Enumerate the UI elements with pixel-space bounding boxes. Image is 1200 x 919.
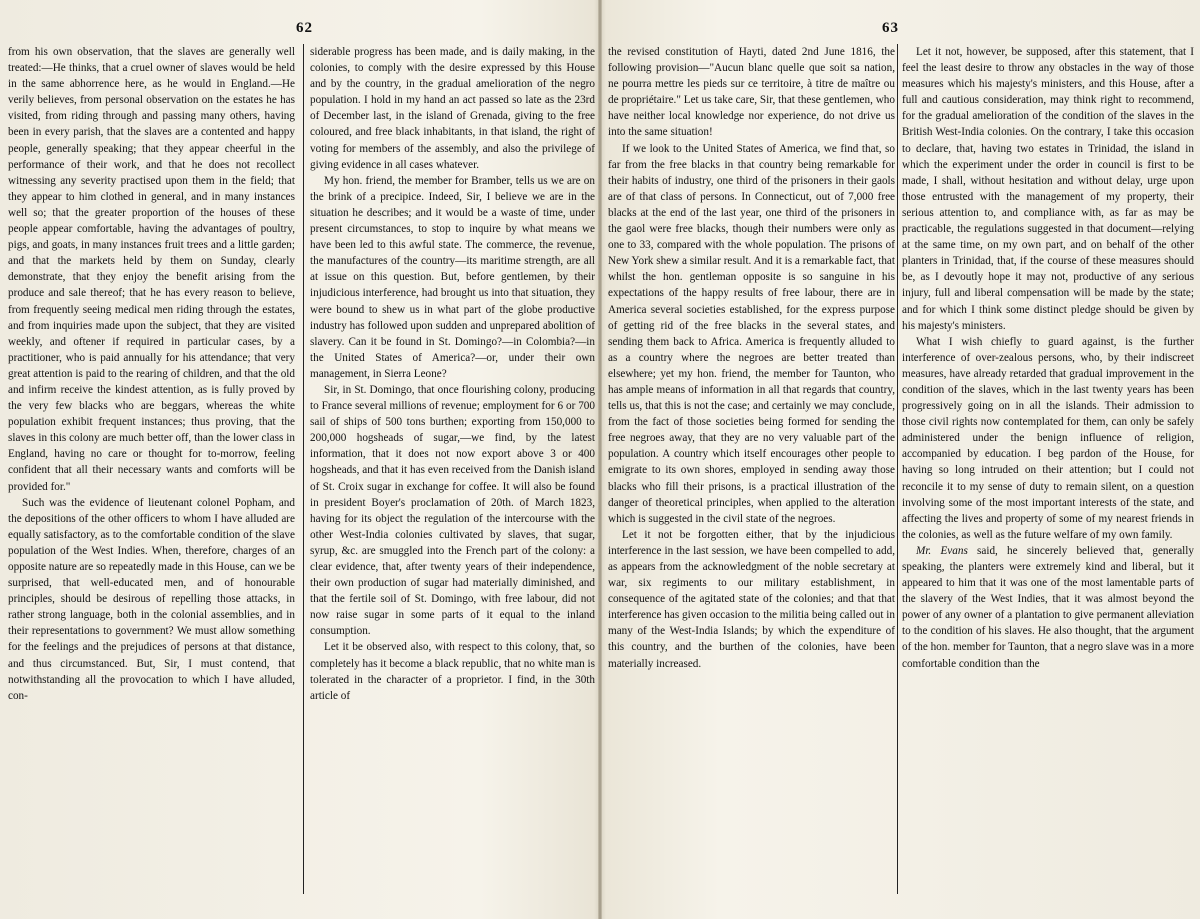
right-page (602, 0, 1200, 919)
paragraph: Let it be observed also, with respect to this colony, that, so completely has it become a black republic, that no white man is tolerated in the character of a proprietor. I find, in the 30th article of (310, 641, 595, 702)
column-divider (303, 44, 304, 894)
paragraph (902, 543, 1194, 672)
left-column-2 (310, 44, 595, 894)
right-column-2 (902, 44, 1194, 894)
paragraph: Let it not be forgotten either, that by the injudicious interference in the last session, we have been compelled to add, as appears from the acknowledgment of the noble secretary at war, six regiments to our military establishment, in consequence of the agitated state of the colonies; and that that interference has given occasion to the militia being called out in many of the West-India Islands; by which the expenditure of this country, and the burthen of the colonies, have been materially increased. (608, 528, 895, 670)
column-divider (897, 44, 898, 894)
page-number-right: 63 (882, 20, 899, 36)
left-column-1 (8, 44, 295, 894)
paragraph: What I wish chiefly to guard against, is the further interference of over-zealous persons, who, by their indiscreet measures, have already retarded that gradual improvement in the condition of the slaves, which in the last twenty years has been progressively going on in all the islands. Their admission to those civil rights now contemplated for them, can only be safely administered under the benign influence of religion, accompanied by education. I beg pardon of the House, for having so long intruded on their attention; but I could not reconcile it to my sense of duty to remain silent, on a question involving some of the most important interests of the state, and affecting the lives and property of some of my nearest friends in the colonies, as well as the future welfare of my own family. (902, 335, 1194, 541)
right-column-1 (608, 44, 895, 894)
paragraph: Sir, in St. Domingo, that once flourishing colony, producing to France several millions of revenue; employment for 6 or 700 sail of ships of 500 tons burthen; exporting from 150,000 to 200,000 hogsheads of sugar,—we find, by the latest information, that it does not now export above 3 or 400 hogsheads, and that it has even received from the Danish island of St. Croix sugar in exchange for coffee. It will also be found in president Boyer's proclamation of 20th. of March 1823, having for its object the regulation of the intercourse with the other West-India colonies cultivated by slaves, that sugar, syrup, &c. are smuggled into the French part of the colony: a clear evidence, that, after twenty years of their independence, their own production of sugar had materially diminished, and that the fertile soil of St. Domingo, with free labour, did not now raise sugar in some parts of it equal to the inland consumption. (310, 383, 595, 638)
paragraph: Let it not, however, be supposed, after this statement, that I feel the least desire to throw any obstacles in the way of those measures which his majesty's ministers, and this House, after a full and cautious consideration, may think right to recommend, for the gradual amelioration of the condition of the slaves in the British West-India colonies. On the contrary, I take this occasion to declare, that, having two estates in Trinidad, the island in which the experiment under the order in council is first to be made, I shall, without hesitation and without delay, urge upon those entrusted with the management of my property, their serious attention to, and compliance with, as far as may be practicable, the regulations suggested in that document—relying at the same time, on my own part, and on behalf of the other planters in Trinidad, that, if the course of these measures should be, as I devoutly hope it may not, productive of any serious injury, full and liberal compensation will be made by the state; and for which I think some distinct pledge should be given by his majesty's ministers. (902, 46, 1194, 332)
left-page (0, 0, 598, 919)
paragraph: Such was the evidence of lieutenant colonel Popham, and the depositions of the other officers to whom I have alluded are equally satisfactory, as to the comfortable condition of the slave population of the West Indies. When, therefore, charges of an opposite nature are so repeatedly made in this House, can we be surprised, that well-educated men, and of honourable principles, should be desirous of repelling those attacks, in rather strong language, both in the colonial assemblies, and in their representations to government? We must allow something for the feelings and the prejudices of persons at that distance, and thus circumstanced. But, Sir, I must contend, that notwithstanding all the provocation to which I have alluded, con- (8, 496, 295, 702)
paragraph: the revised constitution of Hayti, dated 2nd June 1816, the following provision—"Aucun blanc quelle que soit sa nation, ne pourra mettre les pieds sur ce territoire, à titre de maître ou de propriétaire." Let us take care, Sir, that these gentlemen, who have neither local knowledge nor experience, do not drive us into the same situation! (608, 46, 895, 139)
paragraph: from his own observation, that the slaves are generally well treated:—He thinks, that a cruel owner of slaves would be held in the same abhorrence here, as he would in England.—He verily believes, from personal observation on the estates he has visited, from riding through and passing many others, having been in every parish, that the slaves are a contented and happy people, generally speaking; that they appear cheerful in the performance of their work, and that he does not recollect witnessing any severity practised upon them in the field; that they appear to him clothed in general, and in many instances well so; that the greater proportion of the houses of these people appear comfortable, having the advantages of poultry, pigs, and goats, in many instances fruit trees and a little garden; and that the markets held by them on Sunday, clearly demonstrate, that they enjoy the benefit arising from the produce and sale thereof; that he has every reason to believe, from frequently seeing medical men riding through the estates, and from inquiries made upon the subject, that they are visited weekly, and oftener if required in particular cases, by a practitioner, who is paid annually for his attendance; that very great attention is paid to the rearing of children, and that the old and infirm receive the kindest attention, as is fully proved by the very few blacks who are beggars, whereas the white population exhibit frequent instances; thus proving, that the slaves in this colony are much better off, than the lower class in England, having no care or thought for to-morrow, feeling confident that all their necessary wants and comforts will be provided for." (8, 46, 295, 493)
paragraph: If we look to the United States of America, we find that, so far from the free blacks in that country being remarkable for their habits of industry, one third of the prisoners in their gaols are of that class of persons. In Connecticut, out of 7,000 free blacks at the end of the last year, one third of the prisoners in the gaol were free blacks, though their numbers were only as one to 33, compared with the whole population. The prisons of New York shew a similar result. And it is a remarkable fact, that whilst the hon. gentleman opposite is so sanguine in his expectations of the happy results of free labour, there are in America several societies established, for the express purpose of getting rid of the free blacks in the several states, and sending them back to Africa. America is frequently alluded to as a country where the negroes are better treated than elsewhere; yet my hon. friend, the member for Taunton, who has ample means of information in all that regards that country, tells us, that this is not the case; and certainly we may conclude, from the fact of those societies being formed for sending the free negroes away, that they are no very valuable part of the population. A country which itself encourages other people to emigrate to its own shores, employed in sending away those blacks who fill their prisons, is a practical illustration of the danger of theoretical principles, when applied to the alteration which is suggested in the civil state of the negroes. (608, 142, 895, 525)
paragraph-text: said, he sincerely believed that, generally speaking, the planters were extremely kind and liberal, but it appeared to him that it was one of the most lamentable parts of the slavery of the West Indies, that it was almost beyond the power of any owner of a plantation to give permanent alleviation to the condition of his slaves. He also thought, that the argument of the hon. member for Taunton, that a negro slave was in a more comfortable condition than the (902, 544, 1194, 670)
page-number-left: 62 (296, 20, 313, 36)
paragraph: siderable progress has been made, and is daily making, in the colonies, to comply with the desire expressed by this House and by the country, in the gradual amelioration of the negro population. I hold in my hand an act passed so late as the 23rd of December last, in the island of Grenada, giving to the free coloured, and free black inhabitants, in that island, the right of voting for members of the assembly, and also the privilege of giving evidence in all cases whatever. (310, 46, 595, 171)
speaker-name: Mr. Evans (916, 544, 968, 557)
paragraph: My hon. friend, the member for Bramber, tells us we are on the brink of a precipice. Indeed, Sir, I believe we are in the situation he describes; and it would be a waste of time, under present circumstances, to stop to inquire by what means we have been led to this awful state. The commerce, the revenue, the manufactures of the country—its maritime strength, are all at issue on this question. But, before gentlemen, by their injudicious interference, had brought us into that situation, they were bound to shew us in what part of the globe productive industry has followed upon sudden and unprepared abolition of slavery. Can it be found in St. Domingo?—in Colombia?—in the United States of America?—or, under their own management, in Sierra Leone? (310, 174, 595, 380)
